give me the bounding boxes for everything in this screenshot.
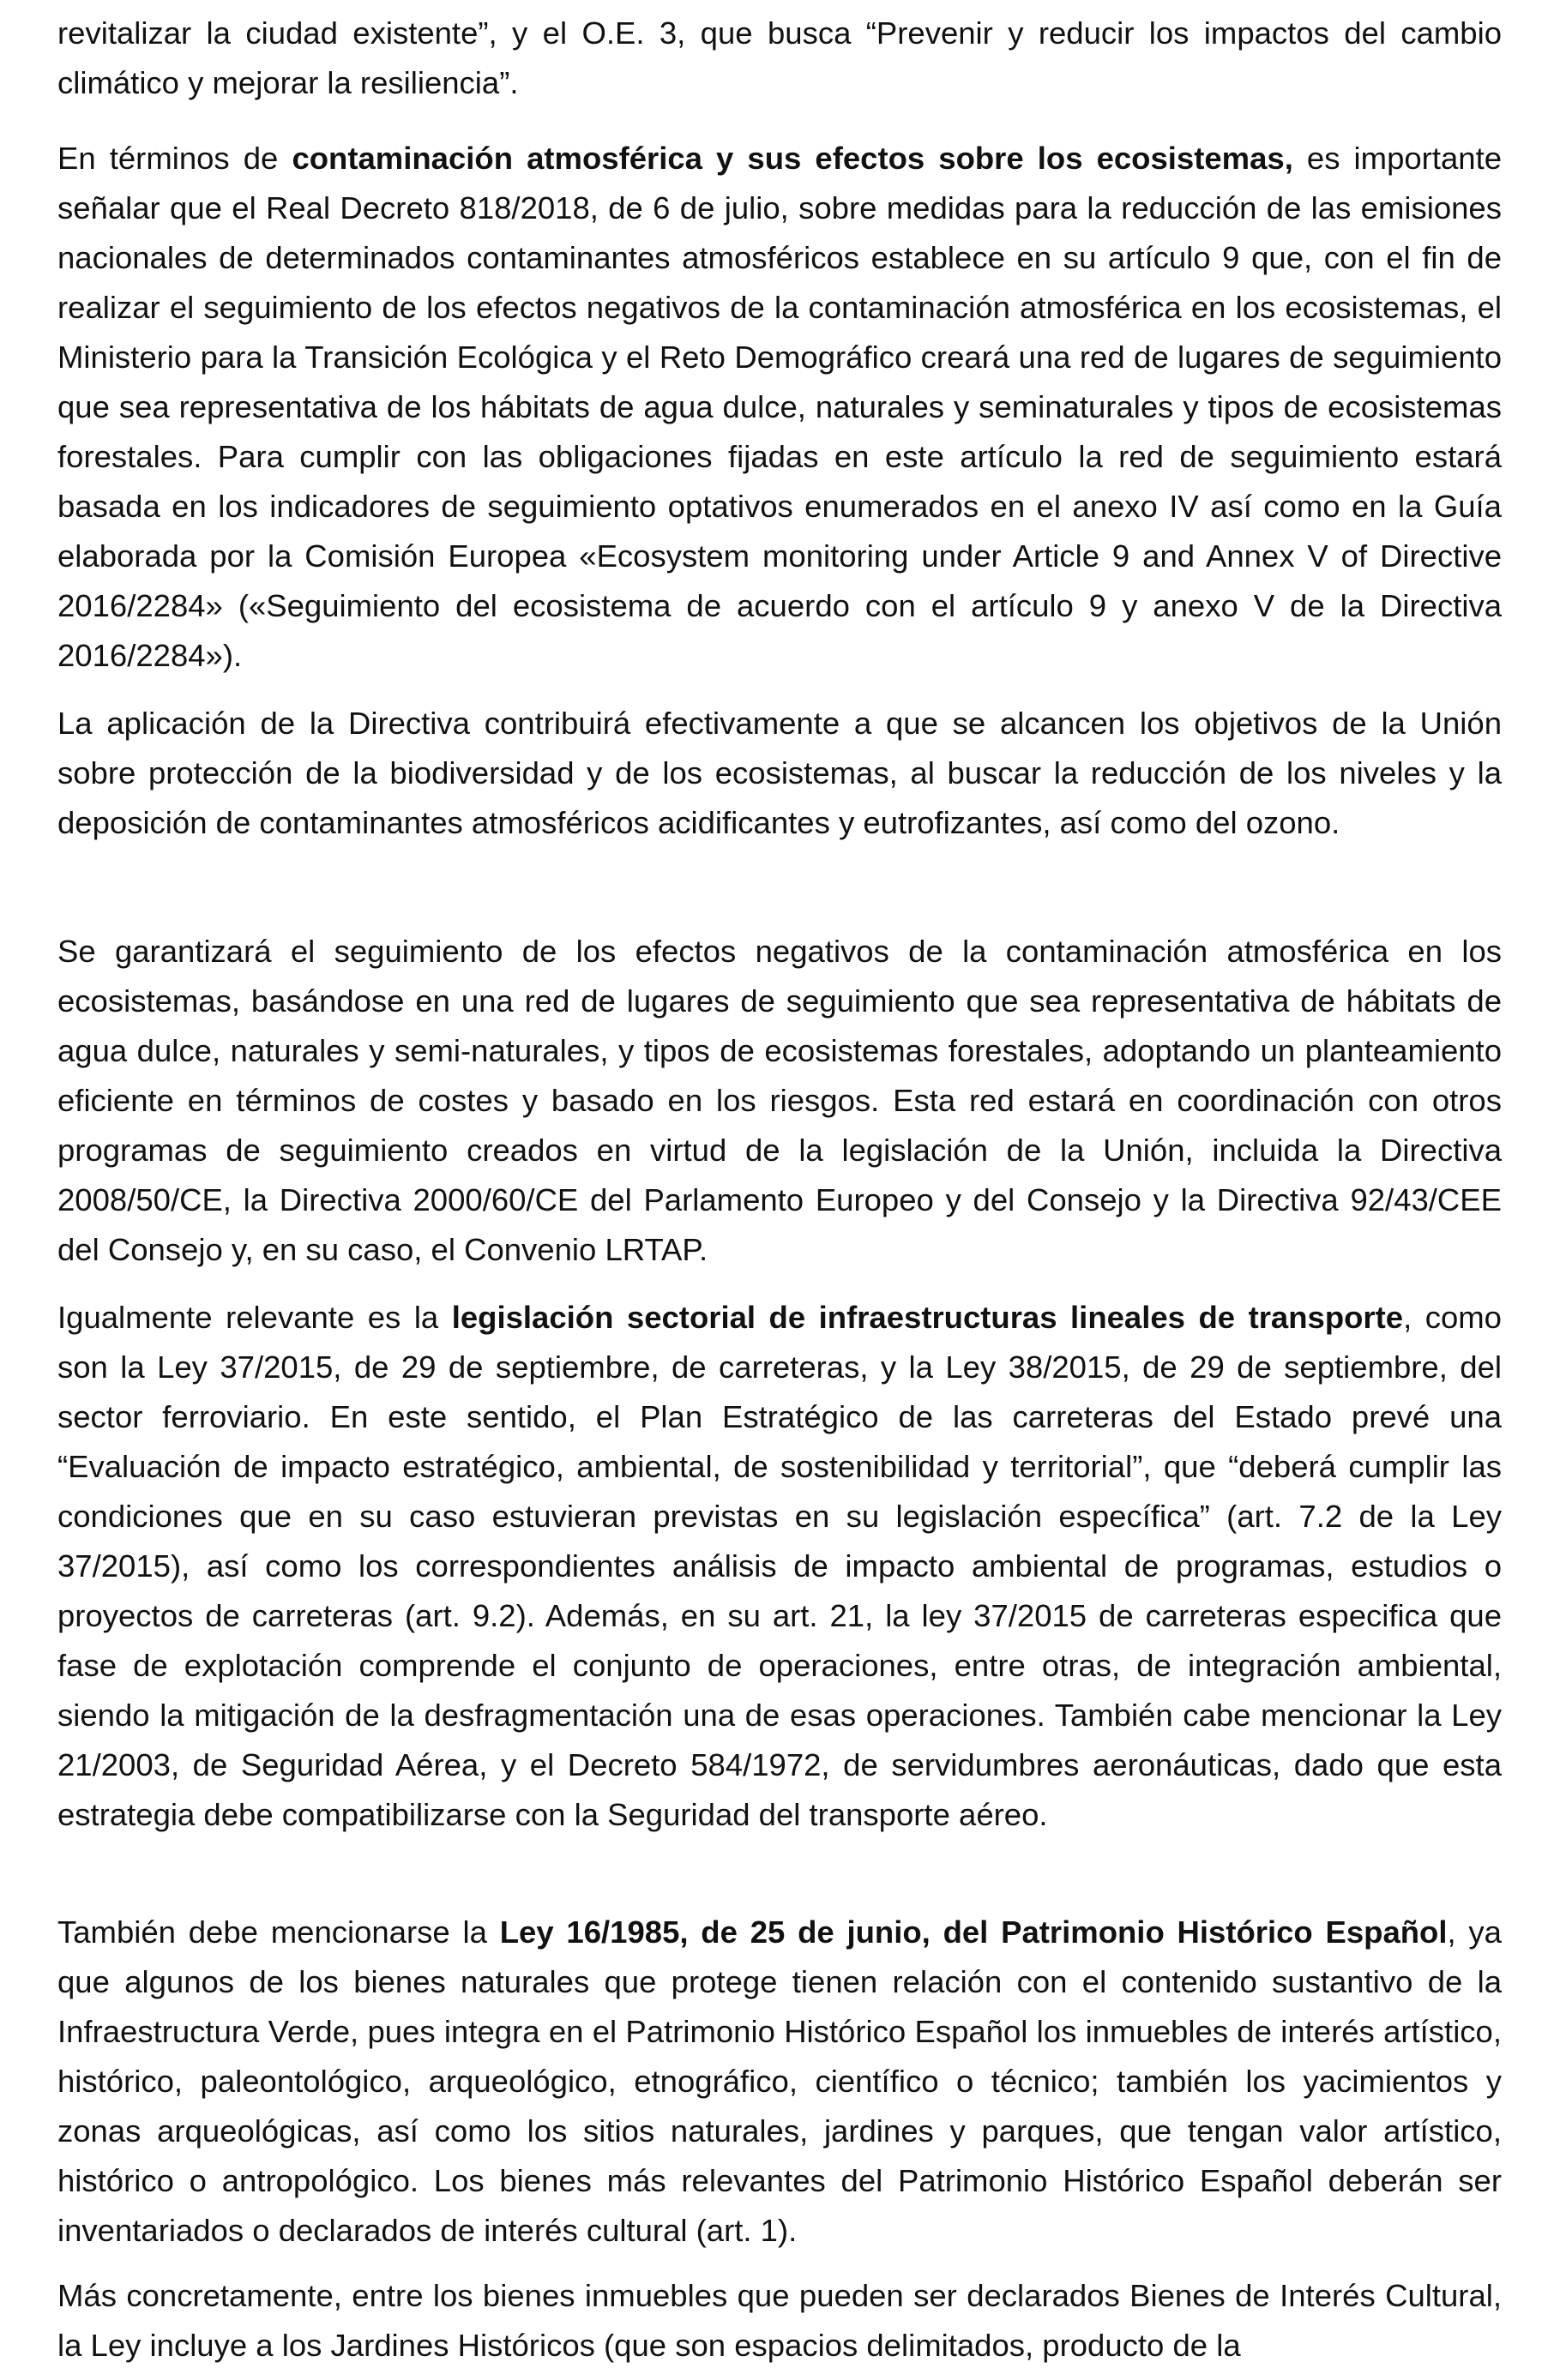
paragraph-7 xyxy=(57,2271,1502,2371)
paragraph-2 xyxy=(57,134,1502,681)
paragraph-5 xyxy=(57,1293,1502,1840)
paragraph-6-text: , ya que algunos de los bienes naturales que protege tienen relación con el contenido sustantivo de la Infraestructura Verde, pues integra en el Patrimonio Histórico Español los inmuebles de interés artístico, histórico, paleontológico, arqueológico, etnográfico, científico o técnico; también los yacimientos y zonas arqueológicas, así como los sitios naturales, jardines y parques, que tengan valor artístico, histórico o antropológico. Los bienes más relevantes del Patrimonio Histórico Español deberán ser inventariados o declarados de interés cultural (art. 1). xyxy=(57,1914,1502,2248)
paragraph-6-lead: También debe mencionarse la xyxy=(57,1914,500,1950)
paragraph-4-text: Se garantizará el seguimiento de los efectos negativos de la contaminación atmosférica en los ecosistemas, basándose en una red de lugares de seguimiento que sea representativa de hábitats de agua dulce, naturales y semi-naturales, y tipos de ecosistemas forestales, adoptando un planteamiento eficiente en términos de costes y basado en los riesgos. Esta red estará en coordinación con otros programas de seguimiento creados en virtud de la legislación de la Unión, incluida la Directiva 2008/50/CE, la Directiva 2000/60/CE del Parlamento Europeo y del Consejo y la Directiva 92/43/CEE del Consejo y, en su caso, el Convenio LRTAP. xyxy=(57,934,1502,1267)
paragraph-4 xyxy=(57,927,1502,1275)
paragraph-2-text: es importante señalar que el Real Decreto 818/2018, de 6 de julio, sobre medidas para la reducción de las emisiones nacionales de determinados contaminantes atmosféricos establece en su artículo 9 que, con el fin de realizar el seguimiento de los efectos negativos de la contaminación atmosférica en los ecosistemas, el Ministerio para la Transición Ecológica y el Reto Demográfico creará una red de lugares de seguimiento que sea representativa de los hábitats de agua dulce, naturales y seminaturales y tipos de ecosistemas forestales. Para cumplir con las obligaciones fijadas en este artículo la red de seguimiento estará basada en los indicadores de seguimiento optativos enumerados en el anexo IV así como en la Guía elaborada por la Comisión Europea «Ecosystem monitoring under Article 9 and Annex V of Directive 2016/2284» («Seguimiento del ecosistema de acuerdo con el artículo 9 y anexo V de la Directiva 2016/2284»). xyxy=(57,141,1503,673)
paragraph-2-lead: En términos de xyxy=(57,141,292,176)
paragraph-6-bold-phrase: Ley 16/1985, de 25 de junio, del Patrimonio Histórico Español xyxy=(499,1914,1448,1950)
paragraph-1 xyxy=(57,9,1502,108)
paragraph-5-lead: Igualmente relevante es la xyxy=(57,1300,452,1335)
paragraph-6 xyxy=(57,1908,1502,2256)
paragraph-7-text: Más concretamente, entre los bienes inmuebles que pueden ser declarados Bienes de Interés Cultural, la Ley incluye a los Jardines Históricos (que son espacios delimitados, producto de la xyxy=(57,2278,1502,2363)
paragraph-5-bold-phrase: legislación sectorial de infraestructuras lineales de transporte xyxy=(451,1300,1404,1335)
paragraph-3 xyxy=(57,699,1502,848)
paragraph-1-text: revitalizar la ciudad existente”, y el O.E. 3, que busca “Prevenir y reducir los impactos del cambio climático y mejorar la resiliencia”. xyxy=(57,15,1502,100)
paragraph-3-text: La aplicación de la Directiva contribuirá efectivamente a que se alcancen los objetivos de la Unión sobre protección de la biodiversidad y de los ecosistemas, al buscar la reducción de los niveles y la deposición de contaminantes atmosféricos acidificantes y eutrofizantes, así como del ozono. xyxy=(57,706,1502,840)
paragraph-5-text: , como son la Ley 37/2015, de 29 de septiembre, de carreteras, y la Ley 38/2015, de 29 de septiembre, del sector ferroviario. En este sentido, el Plan Estratégico de las carreteras del Estado prevé una “Evaluación de impacto estratégico, ambiental, de sostenibilidad y territorial”, que “deberá cumplir las condiciones que en su caso estuvieran previstas en su legislación específica” (art. 7.2 de la Ley 37/2015), así como los correspondientes análisis de impacto ambiental de programas, estudios o proyectos de carreteras (art. 9.2). Además, en su art. 21, la ley 37/2015 de carreteras especifica que fase de explotación comprende el conjunto de operaciones, entre otras, de integración ambiental, siendo la mitigación de la desfragmentación una de esas operaciones. También cabe mencionar la Ley 21/2003, de Seguridad Aérea, y el Decreto 584/1972, de servidumbres aeronáuticas, dado que esta estrategia debe compatibilizarse con la Seguridad del transporte aéreo. xyxy=(57,1300,1502,1832)
paragraph-2-bold-phrase: contaminación atmosférica y sus efectos sobre los ecosistemas, xyxy=(292,141,1293,176)
